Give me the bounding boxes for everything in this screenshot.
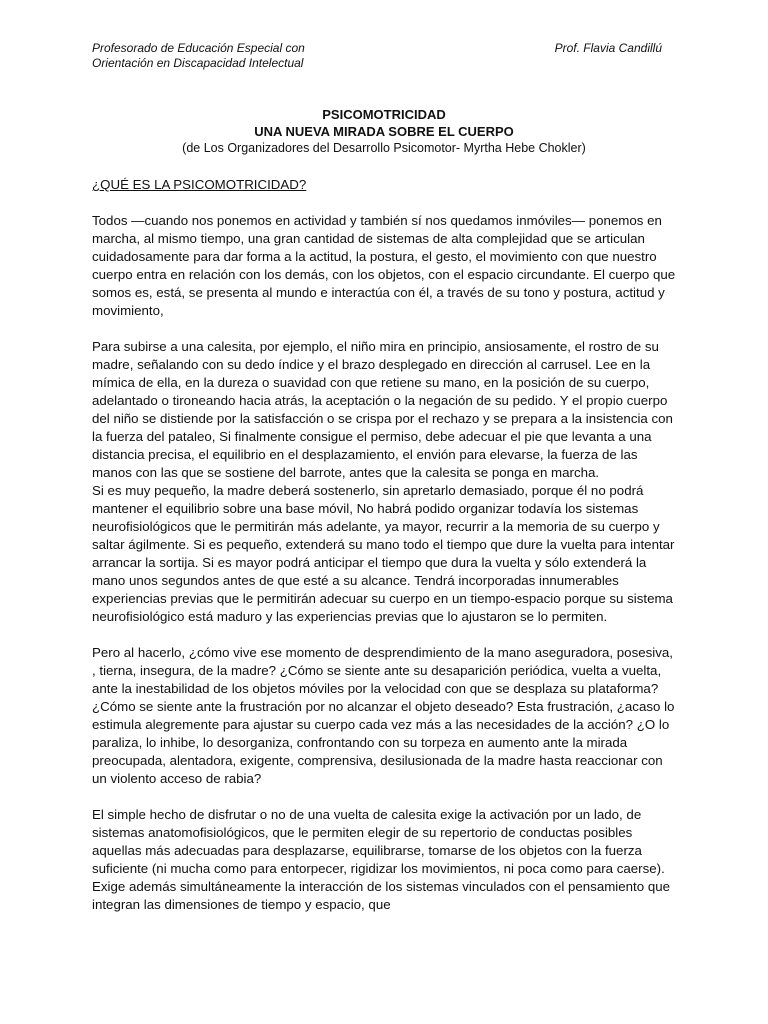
header-institution (92, 41, 305, 71)
paragraph-2: Para subirse a una calesita, por ejemplo, el niño mira en principio, ansiosamente, el rostro de su madre, señalando con su dedo índice y el brazo desplegado en dirección al carrusel. Lee en la mímica de ella, en la dureza o suavidad con que retiene su mano, en la posición de su cuerpo, adelantado o tironeando hacia atrás, la aceptación o la negación de su pedido. Y el propio cuerpo del niño se distiende por la satisfacción o se crispa por el rechazo y se prepara a la insistencia con la fuerza del pataleo, Si finalmente consigue el permiso, debe adecuar el pie que levanta a una distancia precisa, el equilibrio en el desplazamiento, el envión para elevarse, la fuerza de las manos con las que se sostiene del barrote, antes que la calesita se ponga en marcha. (92, 339, 673, 480)
paragraph-3: Si es muy pequeño, la madre deberá sostenerlo, sin apretarlo demasiado, porque él no podrá mantener el equilibrio sobre una base móvil, No habrá podido organizar todavía los sistemas neurofisiológicos que le permitirán más adelante, ya mayor, recurrir a la memoria de su cuerpo y saltar ágilmente. Si es pequeño, extenderá su mano todo el tiempo que dure la vuelta para intentar arrancar la sortija. Si es mayor podrá anticipar el tiempo que dura la vuelta y sólo extenderá la mano unos segundos antes de que esté a su alcance. Tendrá incorporadas innumerables experiencias previas que le permitirán adecuar su cuerpo en un tiempo-espacio porque su sistema neurofisiológico está maduro y las experiencias previas que lo ajustaron se lo permiten. (92, 483, 675, 624)
title-source: (de Los Organizadores del Desarrollo Psicomotor- Myrtha Hebe Chokler) (182, 141, 586, 155)
document-title (92, 106, 676, 156)
paragraph-1: Todos —cuando nos ponemos en actividad y también sí nos quedamos inmóviles— ponemos en marcha, al mismo tiempo, una gran cantidad de sistemas de alta complejidad que se articulan cuidadosamente para dar forma a la actitud, la postura, el gesto, el movimiento con que nuestro cuerpo entra en relación con los demás, con los objetos, con el espacio circundante. El cuerpo que somos es, está, se presenta al mundo e interactúa con él, a través de su tono y postura, actitud y movimiento, (92, 213, 676, 318)
document-body (92, 176, 676, 932)
title-secondary: UNA NUEVA MIRADA SOBRE EL CUERPO (254, 124, 514, 139)
section-heading: ¿QUÉ ES LA PSICOMOTRICIDAD? (92, 177, 307, 192)
paragraph-4: Pero al hacerlo, ¿cómo vive ese momento de desprendimiento de la mano aseguradora, posesiva, , tierna, insegura, de la madre? ¿Cómo se siente ante su desaparición periódica, vuelta a vuelta, ante la inestabilidad de los objetos móviles por la velocidad con que se desplaza su plataforma? ¿Cómo se siente ante la frustración por no alcanzar el objeto deseado? Esta frustración, ¿acaso lo estimula alegremente para ajustar su cuerpo cada vez más a las necesidades de la acción? ¿O lo paraliza, lo inhibe, lo desorganiza, confrontando con su torpeza en aumento ante la mirada preocupada, alentadora, exigente, comprensiva, desilusionada de la madre hasta reaccionar con un violento acceso de rabia? (92, 645, 675, 786)
paragraph-5: El simple hecho de disfrutar o no de una vuelta de calesita exige la activación por un lado, de sistemas anatomofisiológicos, que le permiten elegir de su repertorio de conductas posibles aquellas más adecuadas para desplazarse, equilibrarse, tomarse de los objetos con la fuerza suficiente (ni mucha como para entorpecer, rigidizar los movimientos, ni poca como para caerse). Exige además simultáneamente la interacción de los sistemas vinculados con el pensamiento que integran las dimensiones de tiempo y espacio, que (92, 807, 670, 912)
header-institution-line2: Orientación en Discapacidad Intelectual (92, 56, 304, 70)
header-author: Prof. Flavia Candillú (554, 41, 662, 55)
header-institution-line1: Profesorado de Educación Especial con (92, 41, 305, 55)
title-main: PSICOMOTRICIDAD (322, 107, 446, 122)
